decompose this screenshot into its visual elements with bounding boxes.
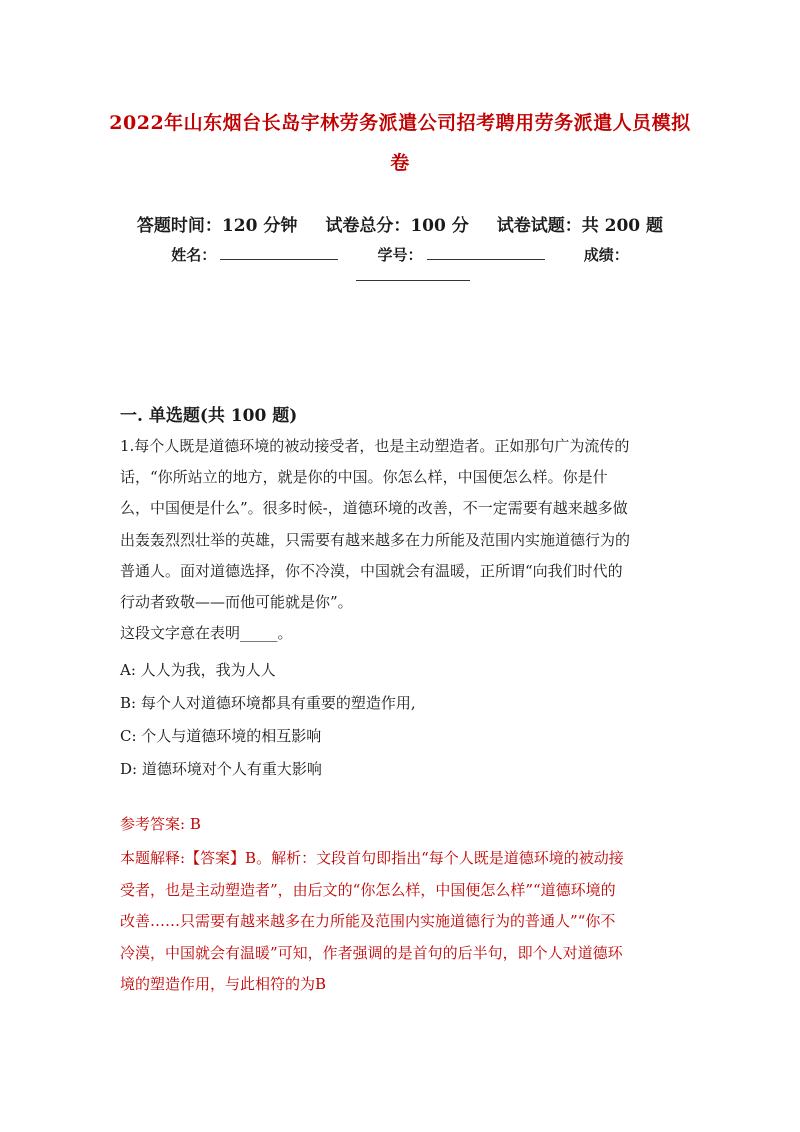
- explanation-line: 受者，也是主动塑造者”，由后文的“你怎么样，中国便怎么样”“道德环境的: [120, 880, 616, 899]
- exam-title: 2022年山东烟台长岛宇林劳务派遣公司招考聘用劳务派遣人员模拟: [109, 112, 691, 134]
- reference-answer: 参考答案: B: [120, 815, 201, 833]
- exam-total-score: 试卷总分：100 分: [325, 216, 469, 236]
- option-b: B: 每个人对道德环境都具有重要的塑造作用,: [120, 694, 416, 712]
- id-label: 学号：: [377, 246, 423, 264]
- name-label: 姓名：: [171, 246, 217, 264]
- option-d: D: 道德环境对个人有重大影响: [120, 760, 322, 778]
- exam-meta: [0, 211, 800, 236]
- question-line: 么，中国便是什么”。很多时候-，道德环境的改善，不一定需要有越来越多做: [120, 499, 628, 518]
- score-label: 成绩：: [583, 246, 629, 264]
- question-line: 1.每个人既是道德环境的被动接受者，也是主动塑造者。正如那句广为流传的: [120, 437, 630, 455]
- question-prompt: 这段文字意在表明_____。: [120, 624, 293, 643]
- explanation-line: 冷漠，中国就会有温暖”可知，作者强调的是首句的后半句，即个人对道德环: [120, 943, 623, 962]
- question-line: 出轰轰烈烈壮举的英雄，只需要有越来越多在力所能及范围内实施道德行为的: [120, 530, 631, 549]
- exam-time: 答题时间：120 分钟: [136, 216, 298, 236]
- explanation-line: 本题解释:【答案】B。解析：文段首句即指出“每个人既是道德环境的被动接: [120, 849, 624, 867]
- name-blank: [220, 245, 338, 260]
- option-c: C: 个人与道德环境的相互影响: [120, 727, 322, 745]
- exam-title-continued: 卷: [390, 152, 410, 174]
- explanation-line: 境的塑造作用，与此相符的为B: [120, 975, 327, 993]
- option-a: A: 人人为我，我为人人: [120, 661, 276, 679]
- answer-explanation: [120, 843, 680, 1001]
- exam-question-count: 试卷试题：共 200 题: [496, 216, 664, 236]
- question-stem: [120, 431, 680, 649]
- question-options: [120, 654, 416, 786]
- student-fields: [0, 244, 800, 265]
- id-blank: [427, 245, 545, 260]
- question-line: 话，“你所站立的地方，就是你的中国。你怎么样，中国便怎么样。你是什: [120, 468, 608, 487]
- section-title: 一. 单选题(共 100 题): [120, 406, 298, 426]
- question-line: 行动者致敬——而他可能就是你”。: [120, 593, 353, 612]
- question-line: 普通人。面对道德选择，你不冷漠，中国就会有温暖，正所谓“向我们时代的: [120, 561, 623, 580]
- explanation-line: 改善……只需要有越来越多在力所能及范围内实施道德行为的普通人”“你不: [120, 912, 616, 930]
- score-blank: [356, 266, 470, 281]
